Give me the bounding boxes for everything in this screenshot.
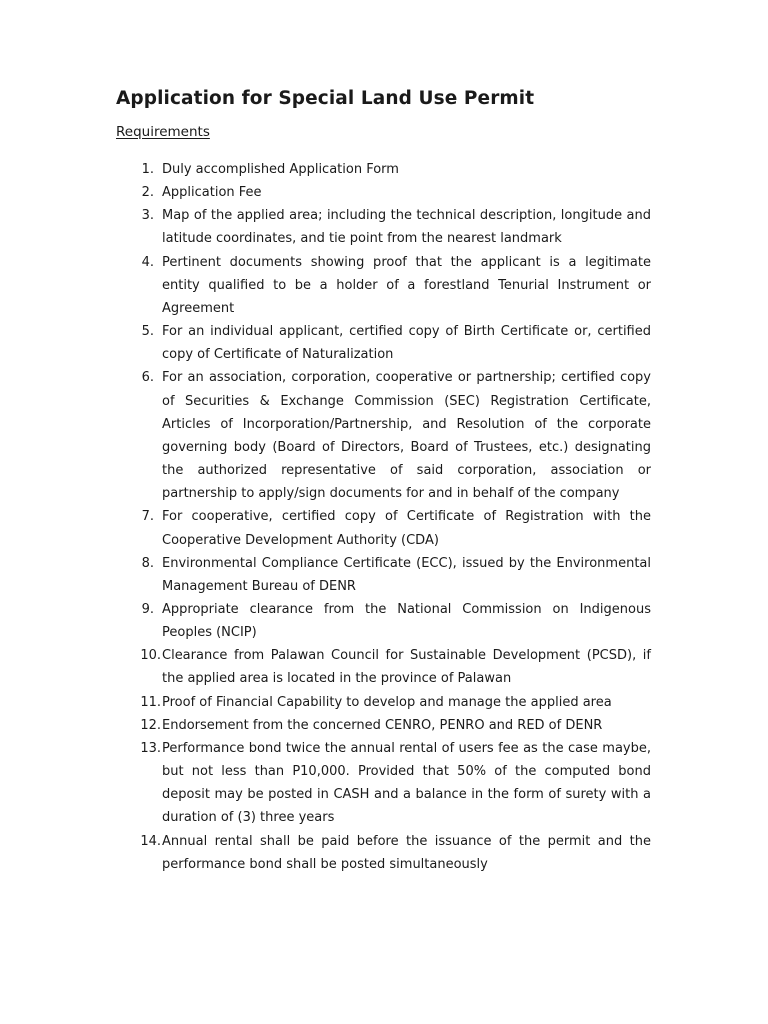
item-text: For an individual applicant, certified copy of Birth Certificate or, certified copy of Certificate of Naturalization	[162, 324, 651, 363]
list-item	[116, 714, 651, 737]
list-item	[116, 366, 651, 505]
item-number: 14.	[140, 833, 161, 849]
list-item	[116, 251, 651, 320]
list-item	[116, 644, 651, 690]
item-number: 7.	[141, 509, 154, 525]
requirements-heading: Requirements	[116, 124, 210, 140]
item-number: 5.	[141, 324, 154, 340]
item-number: 9.	[141, 601, 154, 617]
item-text: Appropriate clearance from the National Commission on Indigenous Peoples (NCIP)	[162, 601, 651, 641]
list-item	[116, 691, 651, 714]
item-text: Duly accomplished Application Form	[162, 162, 399, 177]
item-text: Proof of Financial Capability to develop and manage the applied area	[162, 694, 612, 710]
list-item	[116, 204, 651, 250]
list-item	[116, 320, 651, 366]
list-item	[116, 737, 651, 830]
item-text: Annual rental shall be paid before the issuance of the permit and the performance bond shall be posted simultaneously	[162, 833, 651, 872]
list-item	[116, 158, 651, 181]
list-item	[116, 552, 651, 598]
item-number: 3.	[141, 208, 154, 224]
item-number: 10.	[140, 648, 161, 664]
item-number: 4.	[141, 254, 154, 270]
item-number: 8.	[141, 555, 154, 571]
item-number: 2.	[141, 185, 154, 201]
item-text: Pertinent documents showing proof that the applicant is a legitimate entity qualified to be a holder of a forestland Tenurial Instrument or Agreement	[162, 254, 651, 316]
list-item	[116, 505, 651, 551]
list-item	[116, 181, 651, 204]
item-text: Clearance from Palawan Council for Sustainable Development (PCSD), if the applied area is located in the province of Palawan	[162, 648, 651, 687]
item-number: 12.	[140, 717, 161, 733]
list-item	[116, 598, 651, 644]
item-text: Environmental Compliance Certificate (ECC), issued by the Environmental Management Bureau of DENR	[162, 555, 651, 594]
item-text: Performance bond twice the annual rental of users fee as the case maybe, but not less than P10,000. Provided that 50% of the computed bond deposit may be posted in CASH and a balance in the form of surety with a duration of (3) three years	[162, 740, 651, 826]
item-text: Map of the applied area; including the technical description, longitude and latitude coordinates, and tie point from the nearest landmark	[162, 208, 651, 247]
item-text: Application Fee	[162, 185, 262, 201]
item-text: Endorsement from the concerned CENRO, PENRO and RED of DENR	[162, 717, 603, 733]
item-text: For cooperative, certified copy of Certificate of Registration with the Cooperative Development Authority (CDA)	[162, 509, 651, 548]
requirements-list	[116, 158, 651, 876]
item-number: 13.	[140, 740, 161, 756]
item-number: 11.	[140, 694, 161, 710]
item-number: 6.	[141, 370, 154, 386]
document-title: Application for Special Land Use Permit	[116, 88, 535, 109]
item-text: For an association, corporation, cooperative or partnership; certified copy of Securities & Exchange Commission (SEC) Registration Certificate, Articles of Incorporation/Partnership, and Resolution of the corporate governing body (Board of Directors, Board of Trustees, etc.) designating the authorized representative of said corporation, association or partnership to apply/sign documents for and in behalf of the company	[162, 370, 651, 502]
list-item	[116, 830, 651, 876]
item-number: 1.	[141, 162, 154, 177]
